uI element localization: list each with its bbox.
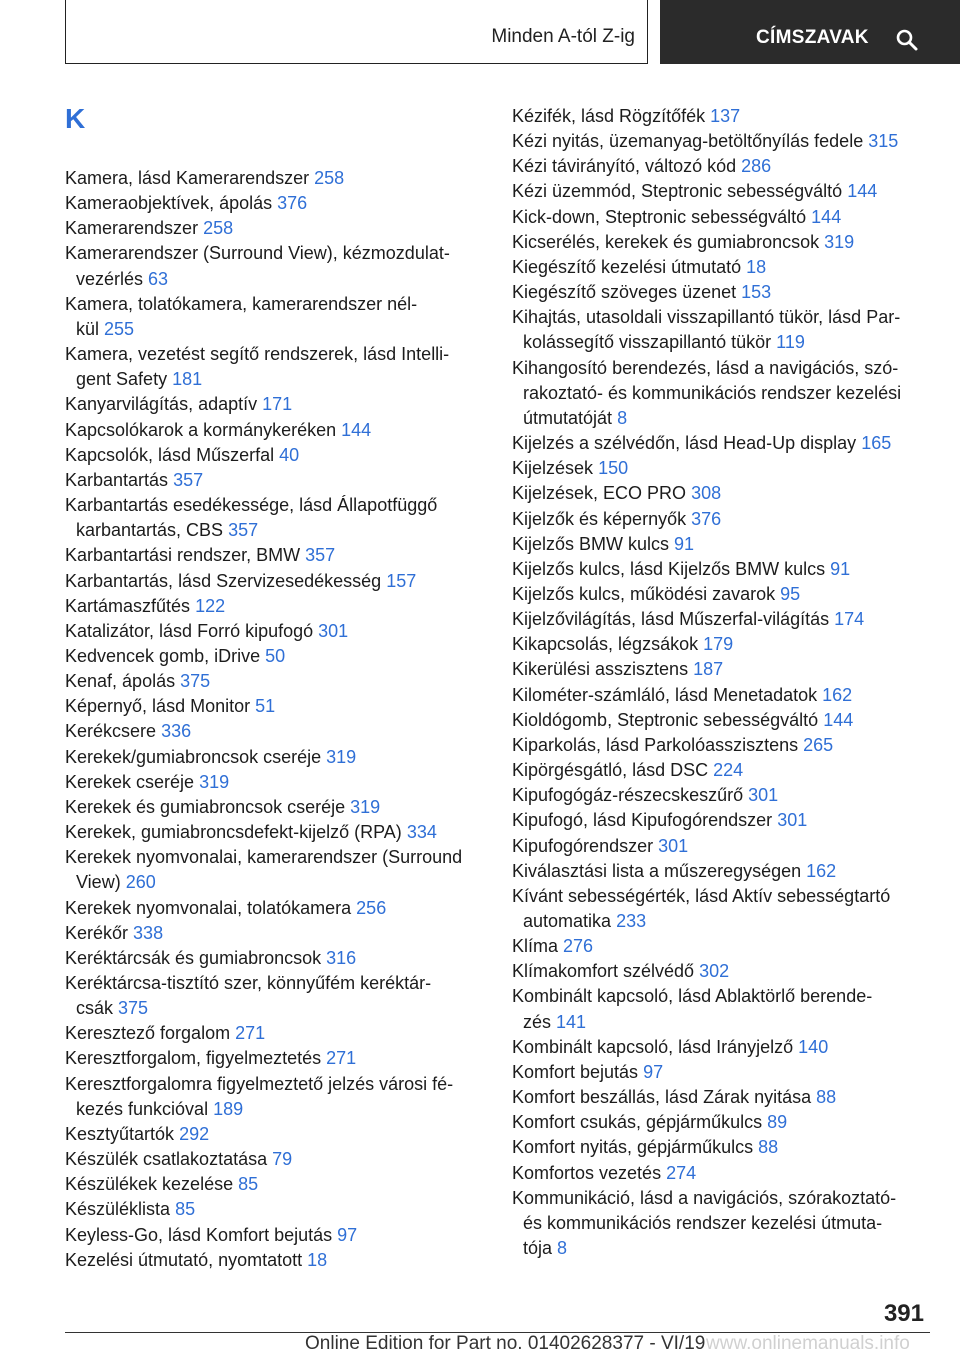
index-entry <box>65 292 485 342</box>
index-entry-text: Kézifék, lásd Rögzítőfék <box>512 106 706 126</box>
index-entry <box>512 1186 932 1261</box>
index-entry-text: Kerékcsere <box>65 721 157 742</box>
index-entry <box>512 154 932 179</box>
watermark: www.onlinemanuals.info <box>706 1333 910 1354</box>
index-entry-text: Kamera, tolatókamera, kamerarendszer nél- kül <box>65 293 418 339</box>
index-entry-text: Kerekek nyomvonalai, kamerarendszer (Surround View) <box>65 847 463 893</box>
index-entry-text: Kijelzés a szélvédőn, lásd Head-Up display <box>512 433 857 454</box>
index-page-link[interactable]: 357 <box>228 520 259 541</box>
index-entry <box>65 820 485 845</box>
index-entry <box>65 594 485 619</box>
index-entry <box>512 255 932 280</box>
index-entry-text: Kick-down, Steptronic sebességváltó <box>512 206 807 227</box>
index-entry <box>512 532 932 557</box>
index-entry-text: Kiegészítő szöveges üzenet <box>512 282 737 303</box>
index-entry <box>65 1021 485 1046</box>
index-entry <box>65 1223 485 1248</box>
index-page-link[interactable]: 334 <box>406 822 437 843</box>
index-entry-text: Kívánt sebességérték, lásd Aktív sebességtartó automatika <box>512 885 891 931</box>
index-entry-text: Kamerarendszer (Surround View), kézmozdulat- vezérlés <box>65 243 450 289</box>
index-entry <box>512 1161 932 1186</box>
index-page-link[interactable]: 91 <box>674 533 695 554</box>
index-entry <box>512 859 932 884</box>
index-entry <box>65 468 485 493</box>
index-entry <box>512 808 932 833</box>
index-entry <box>512 456 932 481</box>
index-page-link[interactable]: 150 <box>598 458 629 479</box>
index-page-link[interactable]: 265 <box>803 734 834 755</box>
index-page-link[interactable]: 8 <box>557 1238 568 1259</box>
index-entry-text: Készülékek kezelése <box>65 1174 234 1195</box>
index-page-link[interactable]: 276 <box>563 936 594 957</box>
index-entry <box>512 1085 932 1110</box>
index-entry-text: Kapcsolók, lásd Műszerfal <box>65 444 275 465</box>
index-entry-text: Komfort beszállás, lásd Zárak nyitása <box>512 1087 812 1108</box>
index-page-link[interactable]: 144 <box>811 206 842 227</box>
index-entry <box>512 305 932 355</box>
index-entry <box>65 241 485 291</box>
index-entry <box>512 507 932 532</box>
index-entry-text: Karbantartás esedékessége, lásd Állapotfüggő karbantartás, CBS <box>65 495 438 541</box>
index-page-link[interactable]: 97 <box>643 1061 664 1082</box>
index-page-link[interactable]: 63 <box>148 268 169 289</box>
index-entry-text: Keyless-Go, lásd Komfort bejutás <box>65 1224 333 1245</box>
index-entry <box>65 694 485 719</box>
index-page-link[interactable]: 376 <box>277 193 308 214</box>
index-entry-text: Kamera, lásd Kamerarendszer <box>65 168 310 188</box>
index-entry <box>512 280 932 305</box>
index-page-link[interactable]: 357 <box>305 545 336 566</box>
index-entry-text: Kerekek, gumiabroncsdefekt-kijelző (RPA) <box>65 822 402 843</box>
index-entry <box>65 543 485 568</box>
index-entry-text: Kipufogó, lásd Kipufogórendszer <box>512 810 773 831</box>
index-page-link[interactable]: 301 <box>748 785 779 806</box>
index-entry-text: Keresztforgalom, figyelmeztetés <box>65 1048 322 1069</box>
index-entry-text: Karbantartás <box>65 469 169 490</box>
index-entry <box>65 1172 485 1197</box>
index-entry <box>65 443 485 468</box>
index-entry-text: Kézi nyitás, üzemanyag-betöltőnyílás fedele <box>512 131 864 152</box>
index-entry-text: Kommunikáció, lásd a navigációs, szórakoztató- és kommunikációs rendszer kezelési útmuta- tója <box>512 1187 897 1259</box>
index-entry <box>65 166 485 191</box>
index-page-link[interactable]: 97 <box>337 1224 358 1245</box>
index-entry <box>512 179 932 204</box>
index-page-link[interactable]: 157 <box>386 570 417 591</box>
index-entry-text: Kézi üzemmód, Steptronic sebességváltó <box>512 181 843 202</box>
index-entry-text: Keresztforgalomra figyelmeztető jelzés városi fé- kezés funkcióval <box>65 1073 454 1119</box>
index-page-link[interactable]: 171 <box>262 394 293 415</box>
index-entry <box>512 708 932 733</box>
index-entry-text: Kerekek és gumiabroncsok cseréje <box>65 796 346 817</box>
index-page-link[interactable]: 88 <box>758 1137 779 1158</box>
index-entry-text: Kijelzővilágítás, lásd Műszerfal-világítás <box>512 609 830 630</box>
index-entry <box>65 719 485 744</box>
index-entry-text: Kilométer-számláló, lásd Menetadatok <box>512 684 818 705</box>
index-entry-text: Kijelzős kulcs, működési zavarok <box>512 583 776 604</box>
index-entry <box>512 984 932 1034</box>
index-page-link[interactable]: 319 <box>199 771 230 792</box>
index-entry <box>512 934 932 959</box>
index-entry-text: Kapcsolókarok a kormánykeréken <box>65 419 337 440</box>
index-entry <box>65 619 485 644</box>
index-entry-text: Klímakomfort szélvédő <box>512 961 695 982</box>
index-entry-text: Katalizátor, lásd Forró kipufogó <box>65 620 314 641</box>
index-page-link[interactable]: 153 <box>741 282 772 303</box>
index-entry <box>65 216 485 241</box>
index-page-link[interactable]: 181 <box>172 369 203 390</box>
index-entry <box>512 557 932 582</box>
index-page-link[interactable]: 140 <box>798 1036 829 1057</box>
index-entry-text: Kijelzők és képernyők <box>512 508 687 529</box>
index-page-link[interactable]: 308 <box>691 483 722 504</box>
index-entry-text: Keréktárcsa-tisztító szer, könnyűfém keréktár- csák <box>65 973 432 1019</box>
index-entry-text: Kioldógomb, Steptronic sebességváltó <box>512 709 819 730</box>
index-entry <box>65 342 485 392</box>
index-entry-text: Kenaf, ápolás <box>65 671 176 692</box>
index-letter-heading: K <box>65 103 86 134</box>
index-entry-text: Kijelzések <box>512 458 594 479</box>
index-list-right <box>512 104 932 1261</box>
index-page-link[interactable]: 319 <box>350 796 381 817</box>
index-entry-text: Kihajtás, utasoldali visszapillantó tükör, lásd Par- kolássegítő visszapillantó tükör <box>512 307 901 353</box>
index-page-link[interactable]: 271 <box>326 1048 357 1069</box>
section-title: Minden A-tól Z-ig <box>491 26 635 47</box>
index-page-link[interactable]: 85 <box>238 1174 259 1195</box>
index-entry <box>512 884 932 934</box>
index-entry-text: Kijelzések, ECO PRO <box>512 483 687 504</box>
index-page-link[interactable]: 302 <box>699 961 730 982</box>
index-entry <box>65 921 485 946</box>
index-entry <box>512 607 932 632</box>
index-page-link[interactable]: 301 <box>658 835 689 856</box>
search-icon[interactable] <box>895 28 919 52</box>
index-list-left <box>65 166 485 1273</box>
index-entry <box>512 356 932 431</box>
index-page-link[interactable]: 376 <box>691 508 722 529</box>
index-entry-text: Kombinált kapcsoló, lásd Irányjelző <box>512 1036 794 1057</box>
index-page-link[interactable]: 144 <box>823 709 854 730</box>
index-page-link[interactable]: 40 <box>279 444 300 465</box>
index-entry <box>512 431 932 456</box>
index-page-link[interactable]: 292 <box>179 1123 210 1144</box>
index-page-link[interactable]: 174 <box>834 609 865 630</box>
index-page-link[interactable]: 336 <box>161 721 192 742</box>
index-page-link[interactable]: 187 <box>693 659 724 680</box>
index-entry <box>512 683 932 708</box>
index-entry <box>65 770 485 795</box>
index-entry <box>65 644 485 669</box>
index-page-link[interactable]: 271 <box>235 1023 266 1044</box>
index-entry-text: Kipörgésgátló, lásd DSC <box>512 760 709 781</box>
index-entry-text: Kedvencek gomb, iDrive <box>65 645 261 666</box>
index-entry-text: Karbantartás, lásd Szervizesedékesség <box>65 570 382 591</box>
index-entry-text: Kartámaszfűtés <box>65 595 191 616</box>
index-page-link[interactable]: 258 <box>314 168 345 188</box>
index-entry-text: Kiegészítő kezelési útmutató <box>512 256 742 277</box>
page-number: 391 <box>883 1300 924 1327</box>
index-entry-text: Kombinált kapcsoló, lásd Ablaktörlő berende- zés <box>512 986 873 1032</box>
index-entry <box>512 205 932 230</box>
index-entry <box>65 493 485 543</box>
index-entry <box>512 959 932 984</box>
index-page-link[interactable]: 162 <box>822 684 853 705</box>
index-page-link[interactable]: 144 <box>341 419 372 440</box>
index-page-link[interactable]: 233 <box>616 911 647 931</box>
index-entry-text: Keresztező forgalom <box>65 1023 231 1044</box>
index-page-link[interactable]: 338 <box>133 922 164 943</box>
index-page-link[interactable]: 144 <box>847 181 878 202</box>
index-entry <box>512 129 932 154</box>
index-page-link[interactable]: 375 <box>180 671 211 692</box>
index-page-link[interactable]: 95 <box>780 583 801 604</box>
index-page-link[interactable]: 319 <box>326 746 357 767</box>
index-entry-text: Kiparkolás, lásd Parkolóasszisztens <box>512 734 799 755</box>
index-page-link[interactable]: 141 <box>556 1011 587 1032</box>
index-entry <box>65 845 485 895</box>
index-entry-text: Kameraobjektívek, ápolás <box>65 193 273 214</box>
index-page-link[interactable]: 316 <box>326 947 357 968</box>
index-entry-text: Kicserélés, kerekek és gumiabroncsok <box>512 231 820 252</box>
index-entry <box>512 582 932 607</box>
index-entry <box>512 104 932 129</box>
index-entry-text: Kihangosító berendezés, lásd a navigációs, szó- rakoztató- és kommunikációs rendszer kezelési útmutatóját <box>512 357 902 428</box>
index-entry <box>65 1248 485 1273</box>
index-page-link[interactable]: 88 <box>816 1087 837 1108</box>
index-entry-text: Kikapcsolás, légzsákok <box>512 634 699 655</box>
index-entry <box>512 632 932 657</box>
index-entry <box>65 1046 485 1071</box>
index-page-link[interactable]: 91 <box>830 558 851 579</box>
index-entry-text: Kipufogógáz-részecskeszűrő <box>512 785 744 806</box>
keywords-tab[interactable] <box>660 0 960 64</box>
index-page-link[interactable]: 224 <box>713 760 744 781</box>
index-entry-text: Kikerülési asszisztens <box>512 659 689 680</box>
index-entry-text: Készüléklista <box>65 1199 171 1220</box>
index-page-link[interactable]: 255 <box>104 318 135 339</box>
index-page-link[interactable]: 50 <box>265 645 286 666</box>
index-entry-text: Kerekek nyomvonalai, tolatókamera <box>65 897 352 918</box>
index-entry <box>512 657 932 682</box>
index-entry <box>65 896 485 921</box>
index-page-link[interactable]: 8 <box>617 407 628 428</box>
index-entry-text: Készülék csatlakoztatása <box>65 1149 268 1170</box>
index-page-link[interactable]: 258 <box>203 218 234 239</box>
index-page-link[interactable]: 189 <box>213 1098 244 1119</box>
index-page-link[interactable]: 89 <box>767 1112 788 1133</box>
index-entry-text: Karbantartási rendszer, BMW <box>65 545 301 566</box>
index-page-link[interactable]: 375 <box>118 998 149 1019</box>
index-entry-text: Kijelzős kulcs, lásd Kijelzős BMW kulcs <box>512 558 826 579</box>
index-entry <box>512 783 932 808</box>
index-entry <box>65 795 485 820</box>
index-entry-text: Kesztyűtartók <box>65 1123 175 1144</box>
index-entry <box>65 669 485 694</box>
index-page-link[interactable]: 256 <box>356 897 387 918</box>
index-entry <box>512 834 932 859</box>
index-entry-text: Kanyarvilágítás, adaptív <box>65 394 258 415</box>
index-entry <box>65 946 485 971</box>
index-page-link[interactable]: 137 <box>710 106 741 126</box>
index-entry-text: Komfort bejutás <box>512 1061 639 1082</box>
index-entry-text: Kerekek cseréje <box>65 771 195 792</box>
index-page-link[interactable]: 319 <box>824 231 855 252</box>
index-entry-text: Kipufogórendszer <box>512 835 654 856</box>
index-entry <box>65 1122 485 1147</box>
index-page-link[interactable]: 122 <box>195 595 226 616</box>
index-entry <box>512 1060 932 1085</box>
index-entry-text: Kézi távirányító, változó kód <box>512 156 737 177</box>
index-entry-text: Kerékőr <box>65 922 129 943</box>
index-column-left <box>65 100 485 1273</box>
index-entry <box>65 392 485 417</box>
index-page-link[interactable]: 79 <box>272 1149 293 1170</box>
index-entry-text: Komfort csukás, gépjárműkulcs <box>512 1112 763 1133</box>
index-page-link[interactable]: 260 <box>125 872 156 893</box>
index-entry <box>65 971 485 1021</box>
index-page-link[interactable]: 119 <box>776 332 805 353</box>
index-entry-text: Komfortos vezetés <box>512 1162 662 1183</box>
index-page-link[interactable]: 315 <box>868 131 899 152</box>
index-entry <box>512 230 932 255</box>
index-page-link[interactable]: 18 <box>307 1249 328 1270</box>
index-entry <box>65 569 485 594</box>
index-page-link[interactable]: 301 <box>318 620 349 641</box>
index-entry <box>512 1110 932 1135</box>
index-page-link[interactable]: 286 <box>741 156 772 177</box>
index-page-link[interactable]: 179 <box>703 634 734 655</box>
index-entry-text: Klíma <box>512 936 559 957</box>
index-entry-text: Kamera, vezetést segítő rendszerek, lásd Intelli- gent Safety <box>65 344 450 390</box>
index-entry <box>65 1147 485 1172</box>
index-entry <box>512 1135 932 1160</box>
index-page-link[interactable]: 301 <box>777 810 808 831</box>
index-entry-text: Komfort nyitás, gépjárműkulcs <box>512 1137 754 1158</box>
index-page-link[interactable]: 85 <box>175 1199 196 1220</box>
index-entry <box>65 191 485 216</box>
index-entry-text: Keréktárcsák és gumiabroncsok <box>65 947 322 968</box>
index-column-right <box>512 104 932 1261</box>
index-page-link[interactable]: 51 <box>255 696 276 717</box>
index-entry <box>512 733 932 758</box>
index-page-link[interactable]: 165 <box>861 433 892 454</box>
index-entry-text: Képernyő, lásd Monitor <box>65 696 251 717</box>
edition-text: Online Edition for Part no. 01402628377 - VI/19 <box>305 1333 706 1354</box>
index-entry <box>65 1197 485 1222</box>
index-entry-text: Kiválasztási lista a műszeregységen <box>512 860 802 881</box>
header-frame <box>65 0 648 64</box>
index-page-link[interactable]: 357 <box>173 469 204 490</box>
index-page-link[interactable]: 274 <box>666 1162 697 1183</box>
index-entry-text: Kamerarendszer <box>65 218 199 239</box>
index-entry <box>512 1035 932 1060</box>
keywords-tab-label: CÍMSZAVAK <box>756 27 869 48</box>
index-entry <box>512 481 932 506</box>
index-entry <box>512 758 932 783</box>
index-page-link[interactable]: 162 <box>806 860 837 881</box>
index-entry-text: Kerekek/gumiabroncsok cseréje <box>65 746 322 767</box>
index-entry-text: Kijelzős BMW kulcs <box>512 533 670 554</box>
index-entry <box>65 418 485 443</box>
index-page-link[interactable]: 18 <box>746 256 767 277</box>
index-entry <box>65 1072 485 1122</box>
index-entry-text: Kezelési útmutató, nyomtatott <box>65 1249 303 1270</box>
index-entry <box>65 745 485 770</box>
